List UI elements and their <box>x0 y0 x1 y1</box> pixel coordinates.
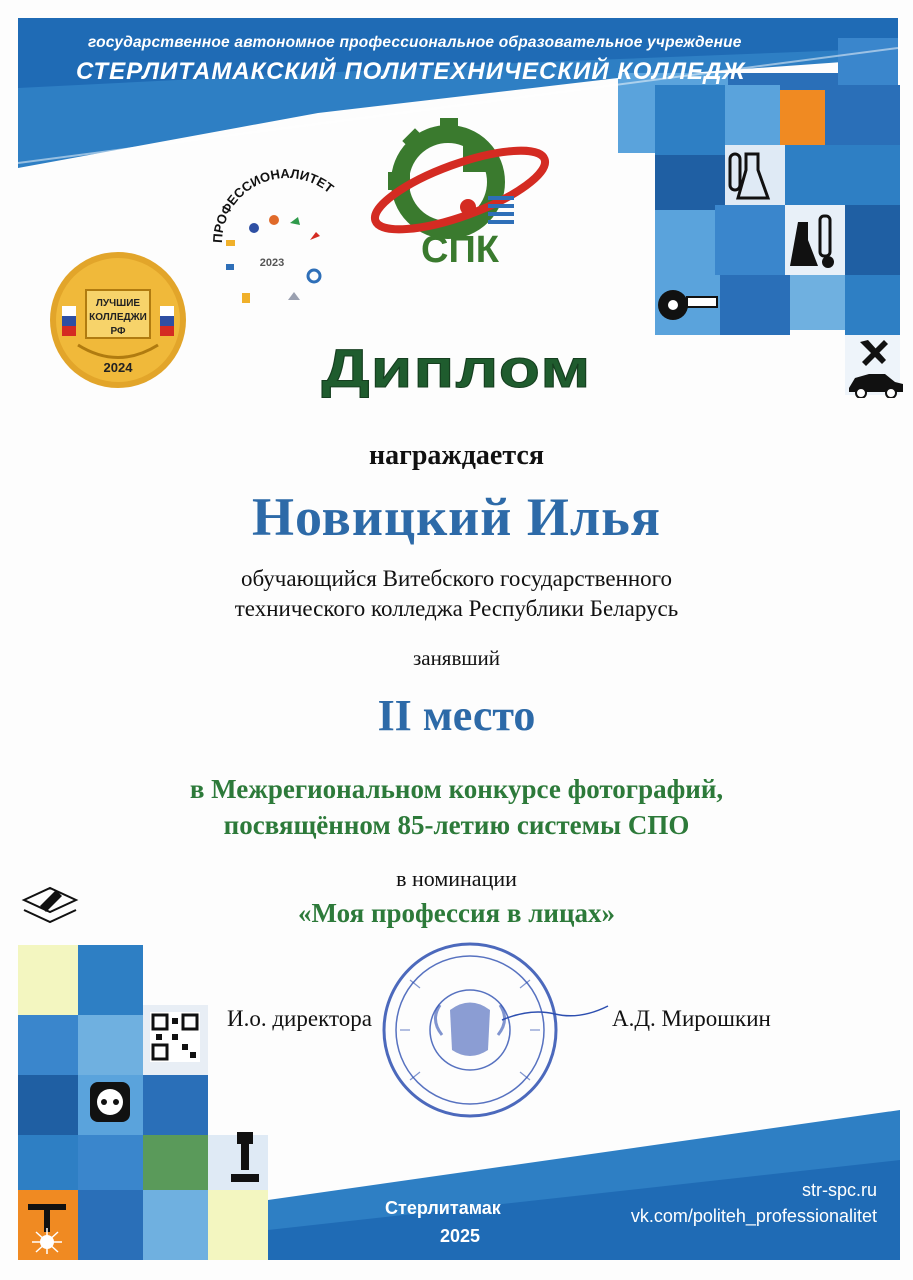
tile <box>208 1190 268 1260</box>
official-stamp <box>380 940 560 1120</box>
medal-line2: КОЛЛЕДЖИ <box>89 312 147 323</box>
tile <box>785 145 900 205</box>
grinder-disc-icon <box>655 285 725 325</box>
awarded-label: награждается <box>369 440 544 471</box>
took-label: занявший <box>412 646 501 670</box>
lab-flasks-icon <box>788 212 840 272</box>
tile <box>78 1135 143 1190</box>
tile <box>18 1135 78 1190</box>
tile <box>715 205 785 275</box>
tile <box>143 1075 208 1135</box>
institution-type: государственное автономное профессиональное образовательное учреждение <box>88 34 742 51</box>
tile <box>845 205 900 275</box>
place: II место <box>377 691 536 740</box>
student-line-1: обучающийся Витебского государственного <box>240 566 673 591</box>
nomination-label: в номинации <box>396 866 517 891</box>
contest-line-2: посвящённом 85-летию системы СПО <box>223 810 690 840</box>
college-name: СТЕРЛИТАМАКСКИЙ ПОЛИТЕХНИЧЕСКИЙ КОЛЛЕДЖ <box>76 58 746 85</box>
footer-website: str-spc.ru <box>801 1180 877 1200</box>
tile <box>143 1135 208 1190</box>
power-socket-icon <box>88 1080 132 1124</box>
tile <box>655 210 715 275</box>
contest-line-1: в Межрегиональном конкурсе фотографий, <box>189 774 724 804</box>
milling-tool-icon <box>225 1130 265 1190</box>
footer-city: Стерлитамак <box>385 1198 501 1218</box>
student-line-2: технического колледжа Республики Беларусь <box>234 596 679 621</box>
tile <box>655 155 725 210</box>
professionalitet-text: ПРОФЕССИОНАЛИТЕТ <box>209 168 337 244</box>
signer-role: И.о. директора <box>227 1006 372 1031</box>
tile <box>790 275 845 330</box>
svg-text:ПРОФЕССИОНАЛИТЕТ <box>210 168 337 243</box>
professionalitet-year: 2023 <box>259 257 285 269</box>
signature-scribble <box>500 1000 610 1030</box>
tile <box>18 1075 78 1135</box>
tile <box>18 1015 78 1075</box>
tile <box>825 85 900 145</box>
tile <box>720 275 790 335</box>
tile <box>78 1015 143 1075</box>
nomination-title: «Моя профессия в лицах» <box>297 898 615 928</box>
welding-icon <box>22 1200 72 1255</box>
footer-year: 2025 <box>440 1226 481 1246</box>
tile <box>725 85 780 145</box>
layers-hammer-icon <box>20 880 80 935</box>
medal-line3: РФ <box>110 326 126 337</box>
tile <box>655 85 725 155</box>
test-tubes-icon <box>722 150 772 205</box>
tile <box>845 275 900 335</box>
tile <box>143 1190 208 1260</box>
medal-line1: ЛУЧШИЕ <box>95 298 141 309</box>
spk-text: СПК <box>421 229 499 271</box>
diploma-title: Диплом <box>321 339 592 399</box>
tile <box>78 945 143 1015</box>
recipient-name: Новицкий Илья <box>252 487 661 547</box>
qr-code-icon <box>150 1012 200 1062</box>
professionalitet-logo <box>202 168 367 318</box>
tile <box>78 1190 143 1260</box>
tile <box>18 945 78 1015</box>
footer-vk-link: vk.com/politeh_professionalitet <box>630 1206 877 1226</box>
medal-year: 2024 <box>103 360 133 375</box>
tile <box>780 90 825 145</box>
spk-logo <box>368 112 558 272</box>
signer-name: А.Д. Мирошкин <box>612 1006 771 1031</box>
